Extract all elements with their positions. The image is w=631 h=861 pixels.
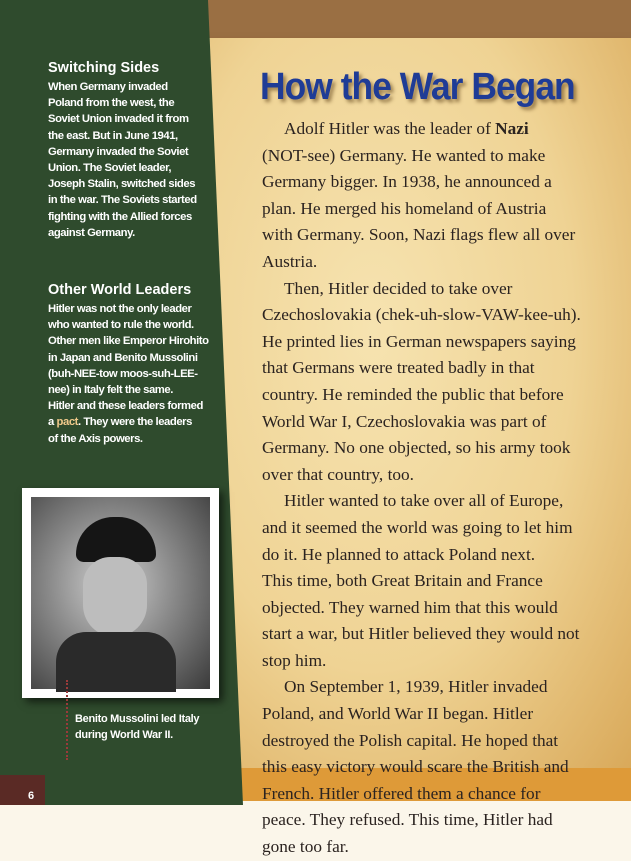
text-line: Czechoslovakia (chek-uh-slow-VAW-kee-uh). [262, 305, 581, 325]
page-title: How the War Began [260, 66, 575, 108]
text-line: French. Hitler offered them a chance for [262, 783, 541, 803]
text-segment: . They were the leaders of the Axis powers. [48, 416, 192, 445]
caption-pointer [66, 680, 68, 760]
sidebar-box-switching-sides [48, 60, 197, 241]
text-line: stop him. [262, 650, 327, 670]
caption-line: Benito Mussolini led Italy [75, 713, 200, 725]
text-line: Hitler wanted to take over all of Europe, [284, 491, 564, 511]
text-line: this easy victory would scare the British and [262, 757, 569, 777]
sidebar-heading: Other World Leaders [48, 282, 192, 298]
text-line: start a war, but Hitler believed they would not [262, 624, 580, 644]
mussolini-photo [22, 488, 219, 698]
sidebar-text [48, 301, 209, 447]
text-line: peace. They refused. This time, Hitler had [262, 810, 553, 830]
sidebar-text: When Germany invaded Poland from the west, the Soviet Union invaded it from the east. But in June 1941, Germany invaded the Soviet Union. The Soviet leader, Joseph Stalin, switched sides in the war. The Soviets started fighting with the Allied forces against Germany. [48, 81, 197, 239]
sidebar-heading: Switching Sides [48, 60, 160, 76]
text-line: country. He reminded the public that before [262, 384, 564, 404]
caption-line: during World War II. [75, 729, 173, 741]
text-line: with Germany. Soon, Nazi flags flew all over [262, 225, 576, 245]
page-number: 6 [28, 790, 35, 802]
text-line: objected. They warned him that this would [262, 597, 558, 617]
text-line: Then, Hitler decided to take over [284, 278, 513, 298]
text-line: that Germans were treated badly in that [262, 358, 535, 378]
text-line: gone too far. [262, 837, 349, 857]
photo-image [31, 497, 210, 689]
text-line: Austria. [262, 251, 318, 271]
sidebar-box-other-leaders [48, 282, 209, 447]
text-line: (NOT-see) Germany. He wanted to make [262, 145, 546, 165]
page-number-tab [0, 775, 45, 805]
text-line: World War I, Czechoslovakia was part of [262, 411, 547, 431]
text-line: This time, both Great Britain and France [262, 571, 543, 591]
text-line: and it seemed the world was going to let him [262, 517, 573, 537]
text-line: over that country, too. [262, 464, 414, 484]
photo-caption [75, 711, 199, 743]
glossary-term-pact[interactable]: pact [56, 416, 78, 429]
text-line: Germany bigger. In 1938, he announced a [262, 172, 552, 192]
text-line: destroyed the Polish capital. He hoped that [262, 730, 559, 750]
text-line: On September 1, 1939, Hitler invaded [284, 677, 548, 697]
article-body [262, 116, 622, 861]
text-line: Poland, and World War II began. Hitler [262, 704, 534, 724]
text-segment: Hitler was not the only leader who wanted to rule the world. Other men like Emperor Hirohito in Japan and Benito Mussolini (buh-NEE-tow moos-suh-LEE- nee) in Italy felt the same. Hitler and these leaders formed a [48, 303, 209, 429]
text-line: He printed lies in German newspapers saying [262, 331, 576, 351]
glossary-term-nazi[interactable]: Nazi [495, 119, 529, 138]
text-segment: Adolf Hitler was the leader of [284, 119, 496, 138]
text-line: Germany. No one objected, so his army took [262, 438, 571, 458]
text-line: plan. He merged his homeland of Austria [262, 198, 547, 218]
text-line [262, 116, 622, 143]
text-line: do it. He planned to attack Poland next. [262, 544, 536, 564]
